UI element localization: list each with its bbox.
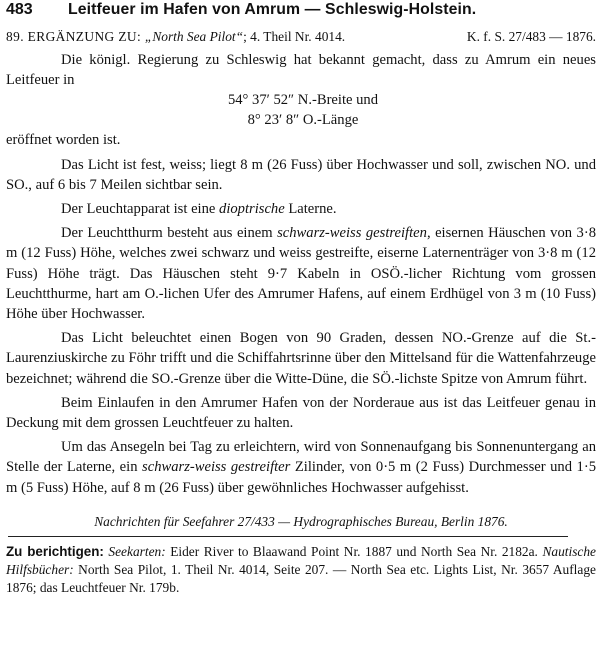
- latitude: 54° 37′ 52″ N.-Breite und: [227, 92, 379, 109]
- page-number: 483: [6, 1, 33, 18]
- document-page: [6, 0, 596, 597]
- divider: [8, 536, 568, 537]
- page-header: [6, 0, 596, 22]
- coordinates: [6, 90, 596, 130]
- longitude: 8° 23′ 8″ O.-Länge: [247, 112, 359, 129]
- paragraph-2: Das Licht ist fest, weiss; liegt 8 m (26 Fuss) über Hochwasser und soll, zwischen NO. und SO., auf 6 bis 7 Meilen sichtbar sein.: [6, 156, 596, 193]
- page-title: Leitfeuer im Hafen von Amrum — Schleswig-Holstein.: [68, 1, 477, 18]
- source-citation: Nachrichten für Seefahrer 27/433 — Hydrographisches Bureau, Berlin 1876.: [94, 513, 508, 529]
- paragraph-4: Der Leuchtthurm besteht aus einem schwarz-weiss gestreiften, eisernen Häuschen von 3·8 m (12 Fuss) Höhe, welches zwei schwarz und weiss gestreifte, eiserne Laternenträger von 3·8 m (12 Fuss) Höhe trägt. Das Häuschen steht 9·7 Kabeln in OSÖ.-licher Richtung vom grossen Leuchtthurme, hart am O.-lichen Ufer des Amrumer Hafens, auf einem Erdhügel von 3 m (10 Fuss) Höhe über Hochwasser.: [6, 225, 597, 323]
- paragraph-5: Das Licht beleuchtet einen Bogen von 90 Graden, dessen NO.-Grenze auf die St.-Laurenziuskirche zu Föhr trifft und die Schiffahrtsrinne über den Mittelsand für die Wattenfahrzeuge bezeichnet; während die SO.-Grenze über die Witte-Düne, die SÖ.-lichste Spitze von Amrum führt.: [6, 330, 596, 387]
- paragraph-7: Um das Ansegeln bei Tag zu erleichtern, wird von Sonnenaufgang bis Sonnenuntergang an Stelle der Laterne, ein schwarz-weiss gestreifter Zilinder, von 0·5 m (2 Fuss) Durchmesser und 1·5 m (5 Fuss) Höhe, auf 8 m (26 Fuss) über gewöhnliches Hochwasser aufgehisst.: [6, 439, 597, 496]
- reference-line: [6, 28, 596, 46]
- paragraph-1: Die königl. Regierung zu Schleswig hat bekannt gemacht, dass zu Amrum ein neues Leitfeuer in: [6, 52, 596, 89]
- paragraph-1-end: eröffnet worden ist.: [6, 132, 121, 149]
- paragraph-6: Beim Einlaufen in den Amrumer Hafen von der Norderaue aus ist das Leitfeuer genau in Deckung mit dem grossen Leuchtfeuer zu halten.: [6, 394, 596, 432]
- reference-right: K. f. S. 27/483 — 1876.: [466, 29, 596, 44]
- paragraph-3: Der Leuchtapparat ist eine dioptrische Laterne.: [61, 201, 337, 218]
- corrections-label: Zu berichtigen:: [6, 544, 104, 560]
- corrections: Zu berichtigen: Seekarten: Eider River to Blaawand Point Nr. 1887 und North Sea Nr. 2182a. Nautische Hilfsbücher: North Sea Pilot, 1. Theil Nr. 4014, Seite 207. — North Sea etc. Lights List, Nr. 3657 Auflage 1876; das Leuchtfeuer Nr. 179b.: [6, 544, 596, 596]
- reference-left: 89. ERGÄNZUNG ZU: „North Sea Pilot“; 4. Theil Nr. 4014.: [6, 29, 346, 44]
- seekarten-label: Seekarten:: [108, 544, 166, 560]
- hilfsbuecher-label: Nautische Hilfsbücher:: [6, 544, 596, 578]
